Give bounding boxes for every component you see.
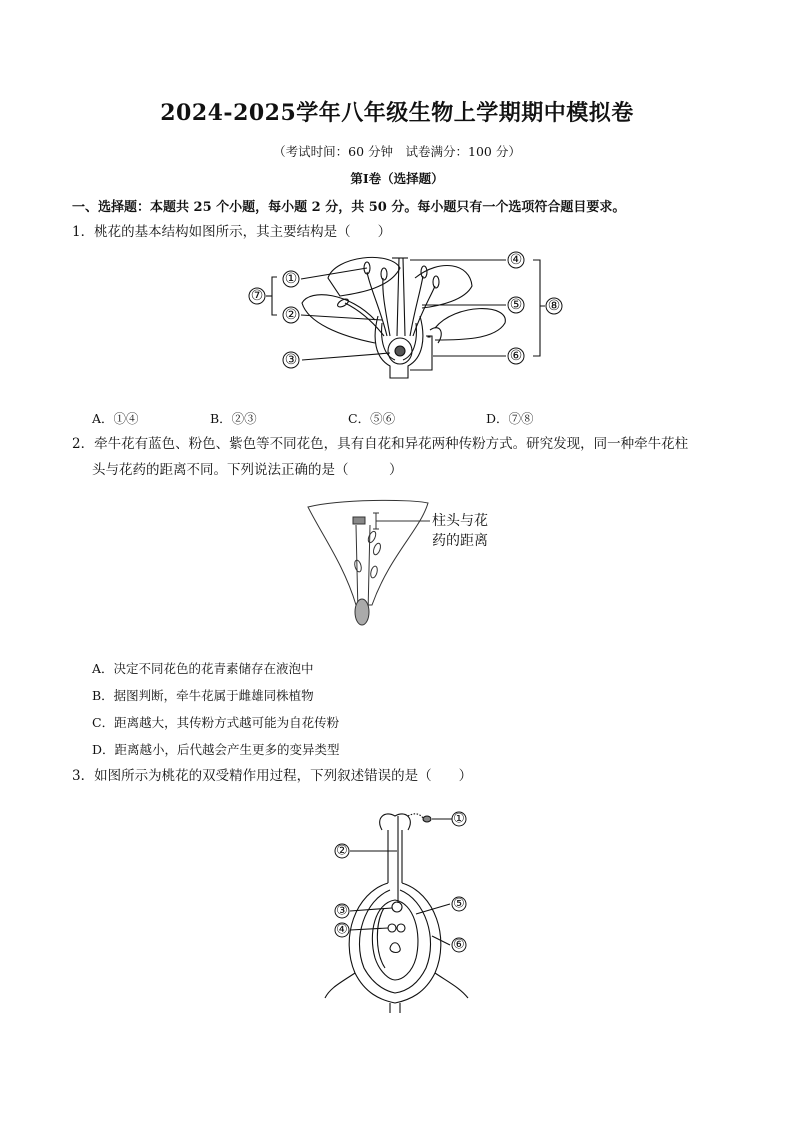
part-title: 第Ⅰ卷（选择题） xyxy=(350,171,444,186)
question-2-stem-line-1: 2．牵牛花有蓝色、粉色、紫色等不同花色，具有自花和异花两种传粉方式。研究发现，同一种牵牛花柱 xyxy=(72,436,689,452)
q1-label-6: ⑥ xyxy=(509,348,523,364)
morning-glory-diagram xyxy=(300,495,450,630)
page-title: 2024-2025学年八年级生物上学期期中模拟卷 xyxy=(160,100,634,126)
question-1-stem: 1．桃花的基本结构如图所示，其主要结构是（ ） xyxy=(72,224,392,240)
q2-figure-label xyxy=(432,511,488,551)
question-3-stem: 3．如图所示为桃花的双受精作用过程，下列叙述错误的是（ ） xyxy=(72,768,473,784)
double-fertilization-diagram xyxy=(320,808,475,1013)
q2-option-a: A．决定不同花色的花青素储存在液泡中 xyxy=(92,661,314,676)
exam-info: （考试时间：60 分钟 试卷满分：100 分） xyxy=(273,144,521,159)
q2-option-c: C．距离越大，其传粉方式越可能为自花传粉 xyxy=(92,715,340,730)
q1-option-a: A．①④ xyxy=(92,411,139,426)
q1-label-2: ② xyxy=(284,307,298,323)
q1-option-c: C．⑤⑥ xyxy=(348,411,396,426)
q3-label-6: ⑥ xyxy=(453,937,465,953)
q1-option-b: B．②③ xyxy=(210,411,257,426)
q1-label-1: ① xyxy=(284,271,298,287)
q2-option-d: D．距离越小，后代越会产生更多的变异类型 xyxy=(92,742,340,757)
q3-label-2: ② xyxy=(336,843,348,859)
q3-label-5: ⑤ xyxy=(453,896,465,912)
q1-label-5: ⑤ xyxy=(509,297,523,313)
q3-label-4: ④ xyxy=(336,922,348,938)
q1-label-4: ④ xyxy=(509,252,523,268)
q1-option-d: D．⑦⑧ xyxy=(486,411,534,426)
q2-option-b: B．据图判断，牵牛花属于雌雄同株植物 xyxy=(92,688,314,703)
q1-label-7: ⑦ xyxy=(250,288,264,304)
q2-figure-label-line-1: 柱头与花 xyxy=(432,513,488,529)
q1-label-3: ③ xyxy=(284,352,298,368)
q3-label-1: ① xyxy=(453,811,465,827)
q3-label-3: ③ xyxy=(336,903,348,919)
question-2-stem-line-2: 头与花药的距离不同。下列说法正确的是（ ） xyxy=(92,462,403,478)
section-heading: 一、选择题：本题共 25 个小题，每小题 2 分，共 50 分。每小题只有一个选项符合题目要求。 xyxy=(72,200,626,215)
q2-figure-label-line-2: 药的距离 xyxy=(432,533,488,549)
q1-label-8: ⑧ xyxy=(547,298,561,314)
peach-flower-structure-diagram xyxy=(240,248,570,383)
